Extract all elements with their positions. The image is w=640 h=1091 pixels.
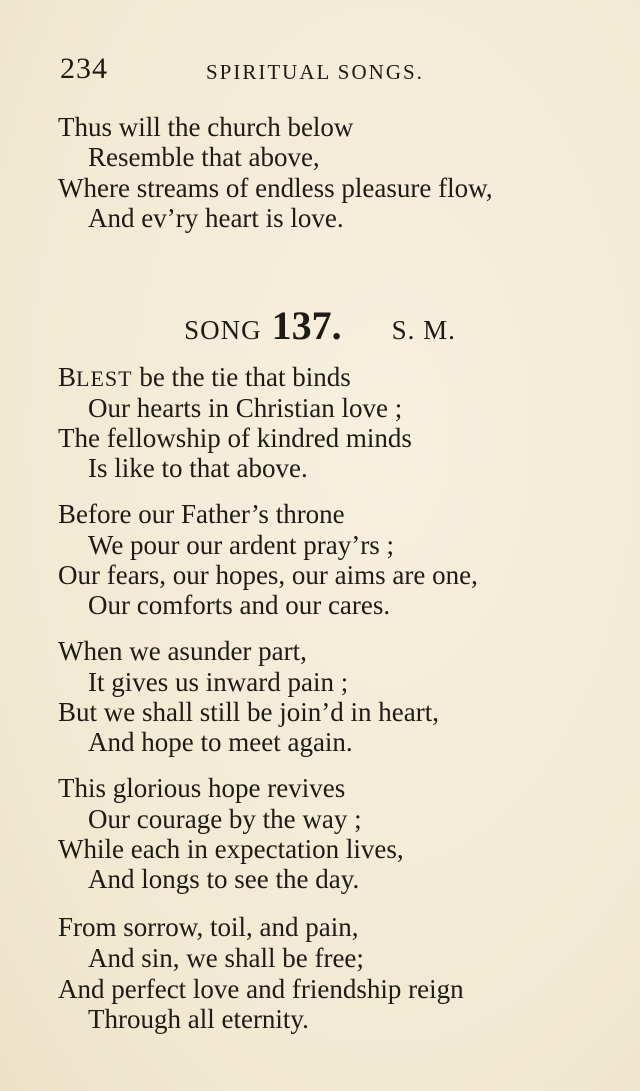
verse-line: Is like to that above. xyxy=(88,453,308,483)
verse-line: Through all eternity. xyxy=(88,1004,309,1034)
verse-line: Before our Father’s throne xyxy=(58,499,345,529)
verse-line: From sorrow, toil, and pain, xyxy=(58,912,359,942)
verse-line: While each in expectation lives, xyxy=(58,834,404,864)
verse-line: And perfect love and friendship reign xyxy=(58,974,464,1004)
verse-line: Our hearts in Christian love ; xyxy=(88,393,403,423)
verse-line: And ev’ry heart is love. xyxy=(88,203,344,233)
page-header xyxy=(60,52,580,88)
page-number: 234 xyxy=(60,52,108,85)
verse-line: And sin, we shall be free; xyxy=(88,943,364,973)
verse-line: Where streams of endless pleasure flow, xyxy=(58,173,493,203)
verse-line: Thus will the church below xyxy=(58,112,354,142)
verse-line: And hope to meet again. xyxy=(88,727,353,757)
verse-line: This glorious hope revives xyxy=(58,773,346,803)
verse-line: Resemble that above, xyxy=(88,142,320,172)
verse-line: But we shall still be join’d in heart, xyxy=(58,697,439,727)
verse-line: Our comforts and our cares. xyxy=(88,590,391,620)
running-head: SPIRITUAL SONGS. xyxy=(206,60,424,84)
song-title xyxy=(0,302,640,349)
verse-line: We pour our ardent pray’rs ; xyxy=(88,530,394,560)
verse-line: It gives us inward pain ; xyxy=(88,667,349,697)
song-meter: S. M. xyxy=(391,315,456,345)
song-number: 137. xyxy=(271,303,342,348)
song-label: SONG xyxy=(184,315,262,345)
verse-line xyxy=(58,362,351,394)
verse-line: Our fears, our hopes, our aims are one, xyxy=(58,560,478,590)
opening-capital: B xyxy=(58,362,77,392)
verse-line: Our courage by the way ; xyxy=(88,804,362,834)
verse-line: The fellowship of kindred minds xyxy=(58,423,412,453)
verse-line-rest: be the tie that binds xyxy=(132,362,351,392)
verse-line: When we asunder part, xyxy=(58,636,307,666)
opening-small-caps: LEST xyxy=(76,366,133,391)
verse-line: And longs to see the day. xyxy=(88,864,360,894)
